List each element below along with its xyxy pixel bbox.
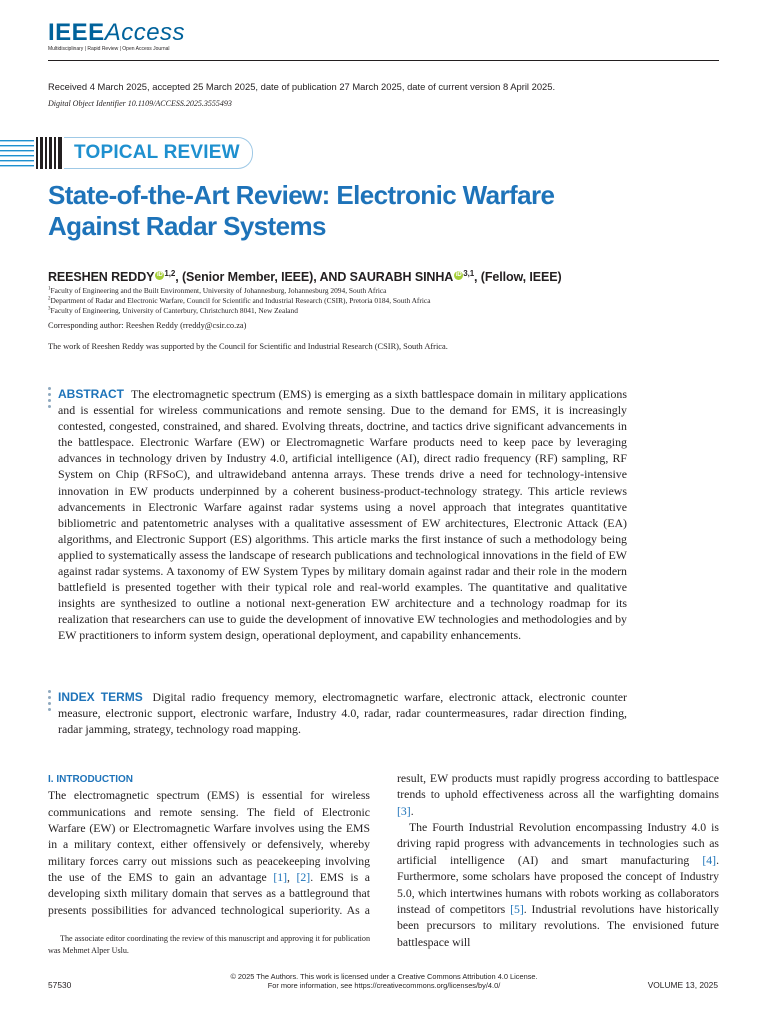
affiliation-1 [48,286,386,295]
intro-text: . [410,804,414,818]
intro-text: The Fourth Industrial Revolution encompassing Industry 4.0 is driving rapid progress with advancements in technologies such as artificial intelligence (AI) and smart manufacturing [397,821,719,867]
left-column [48,772,370,918]
abstract-dots-icon [48,387,51,411]
received-dates: Received 4 March 2025, accepted 25 March 2025, date of publication 27 March 2025, date of current version 8 April 2025. [48,81,556,92]
topical-review-banner [64,137,253,169]
index-terms-dots-icon [48,690,51,714]
affiliation-text: Faculty of Engineering and the Built Environment, University of Johannesburg, Johannesburg 2094, South Africa [50,286,387,295]
index-terms-text: Digital radio frequency memory, electromagnetic warfare, electronic attack, electronic counter measure, electronic support, electronic warfare, Industry 4.0, radar, radar countermeasures, radar direction finding, radar jamming, strategy, technology road mapping. [58,690,627,737]
affiliation-2 [48,296,430,305]
citation-link[interactable]: [3] [397,804,411,818]
logo-ieee-text: IEEE [48,19,105,46]
author-1-affil: 1,2 [164,269,176,278]
title-line-2: Against Radar Systems [48,211,326,241]
intro-paragraph-1 [48,788,370,918]
funding-note: The work of Reeshen Reddy was supported by the Council for Scientific and Industrial Research (CSIR), South Africa. [48,342,448,351]
index-terms-heading: INDEX TERMS [58,690,143,704]
orcid-icon[interactable]: iD [156,272,163,279]
license-notice [160,972,608,991]
affiliation-text: Department of Radar and Electronic Warfare, Council for Scientific and Industrial Research (CSIR), Pretoria 0184, South Africa [50,296,431,305]
index-terms [58,689,627,737]
intro-text: The electromagnetic spectrum (EMS) is essential for wireless communications and remote sensing. The field of Electronic Warfare (EW) or Electromagnetic Warfare involves using the EMS in a military context, either offensively or defensively, whereby military forces carry out missions such as peacekeeping involving the use of the EMS to gain an advantage [48,789,370,885]
author-line [48,269,562,284]
journal-logo [48,20,185,46]
corresponding-author: Corresponding author: Reeshen Reddy (rreddy@csir.co.za) [48,321,247,330]
logo-access-text: Access [104,19,186,46]
citation-link[interactable]: [5] [510,902,524,916]
abstract-text: The electromagnetic spectrum (EMS) is emerging as a sixth battlespace domain in military applications and is essential for wireless communications and remote sensing. Due to the demand for EMS, it is increasingly contested, congested, constrained, and shared. Evolving threats, doctrine, and tactics drive significant advancements in the battlespace. Electronic Warfare (EW) or Electromagnetic Warfare products need to keep pace by leveraging advances in technology driven by Industry 4.0, artificial intelligence (AI), direct radio frequency (RF) sampling, RF System on Chip (RFSoC), and ultrawideband antenna arrays. These trends drive a need for technology-intensive innovation in EW products underpinned by a coherent business-product-technology strategy. This article reviews advancements in Electronic Warfare against radar systems using a novel approach that integrates quantitative bibliometric and patentometric analyses with a qualitative assessment of EW architectures, Electronic Attack (EA) algorithms, and Electronic Support (ES) algorithms. This article marks the first instance of such a methodology being applied to systematically assess the landscape of research publications and technological innovations in the field of EW against radar systems. A taxonomy of EW System Types by military domain against radar and their role in the modern battlefield is presented together with their typical role and real-world examples. The quantitative and qualitative insights are synthesized to outline a notional next-generation EW architecture and a technology roadmap for its realization that researchers can use to guide the development of innovative EW technologies and methodologies and by EW practitioners to inform system design, operational deployment, and capability enhancements. [58,387,627,643]
volume-label: VOLUME 13, 2025 [647,980,718,990]
license-line-1: © 2025 The Authors. This work is licensed under a Creative Commons Attribution 4.0 License. [230,972,538,981]
intro-text: result, EW products must rapidly progress according to battlespace trends to uphold effectiveness across all the warfighting domains [397,772,719,802]
title-line-1: State-of-the-Art Review: Electronic Warfare [48,180,555,210]
journal-tagline: Multidisciplinary | Rapid Review | Open Access Journal [48,46,170,52]
abstract [58,386,627,644]
citation-link[interactable]: [1] [273,871,288,885]
intro-text: , [287,871,297,885]
license-line-2[interactable]: For more information, see https://creativecommons.org/licenses/by/4.0/ [267,981,501,991]
affiliation-text: Faculty of Engineering, University of Canterbury, Christchurch 8041, New Zealand [50,306,298,315]
intro-text: . Industrial revolutions have historically been precursors to military revolutions. The envisioned future battlespace will [397,902,719,949]
intro-paragraph-1-cont [397,771,719,820]
citation-link[interactable]: [2] [296,871,311,885]
intro-text: . Furthermore, some scholars have proposed the concept of Industry 5.0, which intertwines humans with robots working as collaborators instead of competitors [397,853,719,916]
banner-label: TOPICAL REVIEW [74,142,240,163]
right-column [397,771,719,965]
orcid-icon[interactable]: iD [455,272,462,279]
banner-stripes-icon [0,137,64,169]
page-number: 57530 [48,980,72,990]
affiliation-3 [48,306,298,315]
article-title [48,180,720,242]
affiliation-number: 2 [48,296,51,302]
intro-paragraph-2 [397,820,719,951]
author-mid: , (Senior Member, IEEE), AND SAURABH SINHA [175,270,454,285]
citation-link[interactable]: [4] [702,853,717,867]
affiliation-number: 1 [48,286,51,292]
intro-text: . EMS is a developing sixth military domain that serves as a battleground that presents possibilities for advanced technological superiority. As a [48,871,370,917]
editor-footnote: The associate editor coordinating the review of this manuscript and approving it for publication was Mehmet Alper Uslu. [48,934,370,956]
author-end: , (Fellow, IEEE) [474,270,562,285]
header-rule [48,60,719,61]
affiliation-number: 3 [48,306,51,312]
doi: Digital Object Identifier 10.1109/ACCESS.2025.3555493 [48,99,232,108]
right-column-flow [397,771,719,951]
abstract-heading: ABSTRACT [58,387,124,401]
section-heading-introduction: I. INTRODUCTION [48,774,133,785]
author-name-1[interactable]: REESHEN REDDY [48,270,155,285]
author-2-affil: 3,1 [463,269,475,278]
